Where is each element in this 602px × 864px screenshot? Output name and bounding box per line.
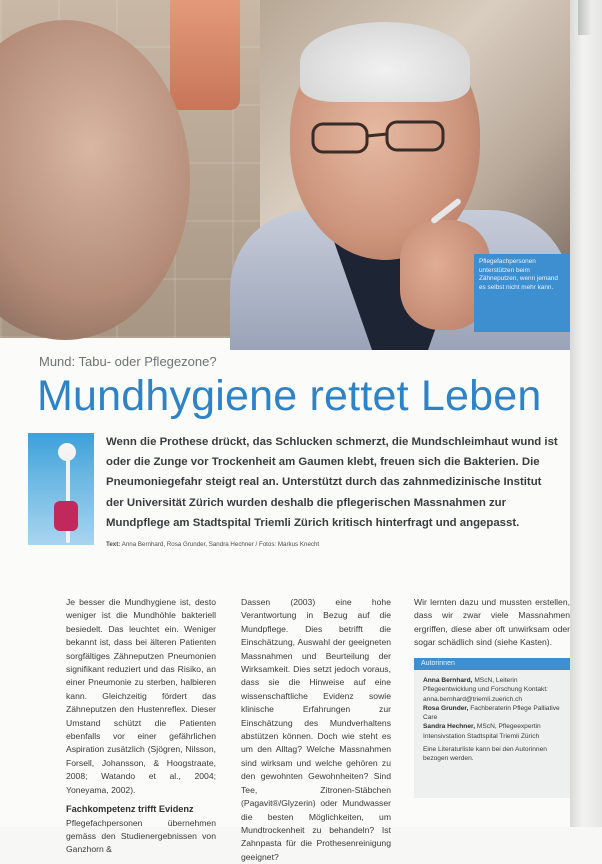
article-lead: Wenn die Prothese drückt, das Schlucken schmerzt, die Mundschleimhaut wund ist oder die Zunge vor Trockenheit am Gaumen klebt, freuen sich die Bakterien. Die Pneumoniegefahr steigt real an. Unterstützt durch das zahnmedizinische Institut der Universität Zürich wurden deshalb die pflegerischen Massnahmen zur Mundpflege am Stadtspital Triemli Zürich kritisch hinterfragt und angepasst.: [106, 436, 558, 529]
authors-box: [414, 658, 570, 798]
towel: [170, 0, 240, 110]
author-desc: MScN, Pflegeexpertin Intensivstation Stadtspital Triemli Zürich: [423, 723, 541, 740]
body-paragraph: Dassen (2003) eine hohe Verantwortung in Bezug auf die Mundpflege. Dies betrifft die Einschätzung, Auswahl der geeigneten Massnahmen und Beurteilung der Wirksamkeit. Dies setzt jedoch voraus, dass sie die Hinweise auf eine wissenschaftliche Evidenz sowie klinische Erfahrungen zur Einschätzung des Mundverhaltens abstützen können. Doch wie steht es um den Alltag? Welche Massnahmen sind wirksam und welche gehören zu den gewohnten Gewohnheiten? Sind Tee, Zitronen-Stäbchen (Pagavit®/Glyzerin) oder Mundwasser die besten Möglichkeiten, um Mundtrockenheit zu behandeln? Ist Zahnpasta für die Prothesenreinigung geeignet?: [241, 597, 391, 862]
swab-sponge: [54, 501, 78, 531]
article-title: Mundhygiene rettet Leben: [37, 372, 542, 420]
man-hair: [300, 22, 470, 102]
article-kicker: Mund: Tabu- oder Pflegezone?: [39, 354, 217, 369]
author-entry: [423, 676, 563, 704]
article-credits: [106, 541, 319, 548]
text-column-3: [414, 596, 570, 650]
swab-photo: [28, 433, 94, 545]
text-column-1: [66, 596, 216, 857]
photo-caption: Pflegefachpersonen unterstützen beim Zähneputzen, wenn jemand es selbst nicht mehr kann.: [474, 254, 570, 332]
binding-rod: [578, 0, 592, 35]
credits-label: Text:: [106, 541, 121, 548]
text-column-2: [241, 596, 391, 864]
author-entry: [423, 722, 563, 741]
body-paragraph: Wir lernten dazu und mussten erstellen, dass wir zwar viele Massnahmen ergriffen, diese aber oft unwirksam oder sogar schädlich sind (siehe Kasten).: [414, 597, 570, 648]
page-binding-edge: [570, 0, 602, 827]
author-desc: MScN, Leiterin Pflegeentwicklung und Forschung Kontakt: anna.bernhard@triemli.zuerich.ch: [423, 677, 548, 703]
body-paragraph: Pflegefachpersonen übernehmen gemäss den Studienergebnissen von Ganzhorn &: [66, 817, 216, 855]
credits-names: Anna Bernhard, Rosa Grunder, Sandra Hechner / Fotos: Markus Knecht: [121, 541, 320, 548]
literature-note: Eine Literaturliste kann bei den Autorinnen bezogen werden.: [423, 746, 547, 763]
hero-photo: [0, 0, 570, 338]
author-entry: [423, 704, 563, 723]
authors-body: [414, 670, 570, 764]
author-name: Rosa Grunder,: [423, 704, 469, 712]
body-paragraph: Je besser die Mundhygiene ist, desto weniger ist die Mundhöhle bakteriell besiedelt. Das leuchtet ein. Weniger bekannt ist, dass bei älteren Patienten sorgfältiges Zähneputzen Pneumonien signifikant reduziert und das Risiko, an einer Pneumonie zu sterben, halbieren kann. Gleichzeitig fördert das Zähneputzen den Hustenreflex. Dieser Umstand schützt die Patienten ebenfalls vor einer gefährlichen Aspiration zusätzlich (Sjögren, Nilsson, Forsell, Johansson, & Hoogstraate, 2008; Watando et al., 2004; Yoneyama, 2002).: [66, 597, 216, 795]
section-subhead: Fachkompetenz trifft Evidenz: [66, 804, 194, 815]
author-desc: Fachberaterin Pflege Palliative Care: [423, 704, 560, 722]
author-name: Sandra Hechner,: [423, 723, 476, 731]
glasses-icon: [305, 118, 455, 158]
authors-header: Autorinnen: [414, 658, 570, 670]
author-name: Anna Bernhard,: [423, 677, 473, 684]
